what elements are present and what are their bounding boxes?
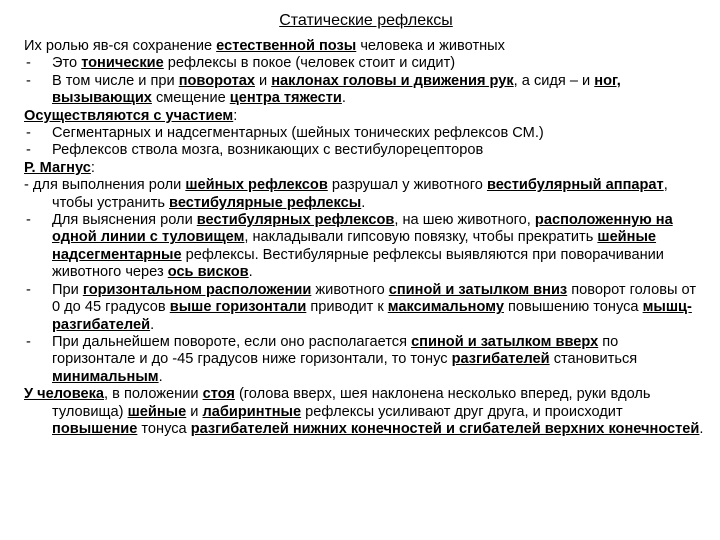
- text: тонуса: [137, 420, 191, 437]
- text: (голова вверх, шея наклонена несколько вперед, руки вдоль туловища): [52, 386, 651, 420]
- text: , чтобы устранить: [52, 177, 668, 211]
- text: , накладывали гипсовую повязку, чтобы прекратить: [244, 229, 598, 246]
- text-emphasis: У человека: [24, 386, 105, 403]
- text-emphasis: вестибулярных рефлексов: [196, 212, 395, 229]
- text: Для выяснения роли: [52, 212, 197, 229]
- text-emphasis: разгибателей нижних конечностей и сгибателей верхних конечностей: [190, 420, 700, 437]
- text: .: [248, 264, 253, 281]
- paragraph-neck-reflexes: [24, 177, 704, 212]
- list-item-brainstem: [24, 142, 704, 159]
- text: становиться: [549, 351, 638, 368]
- text-emphasis: спиной и затылком вверх: [411, 333, 599, 350]
- text: разрушал у животного: [327, 177, 487, 194]
- text-emphasis: естественной позы: [216, 38, 357, 54]
- bullet-dash: -: [26, 55, 31, 72]
- text-emphasis: выше горизонтали: [169, 299, 307, 316]
- text-emphasis: наклонах головы и движения рук: [271, 72, 514, 89]
- text-emphasis: Р. Магнус: [24, 159, 91, 176]
- text: рефлексы в покое (человек стоит и сидит): [163, 55, 456, 72]
- text: поворот головы от 0 до 45 градусов: [52, 281, 697, 316]
- bullet-dash: -: [26, 281, 31, 298]
- text: смещение: [151, 90, 230, 107]
- slide-body: [24, 38, 704, 438]
- text: :: [90, 159, 95, 176]
- text: и: [254, 72, 272, 89]
- text: .: [341, 90, 346, 107]
- text: Их ролью яв-ся сохранение: [24, 38, 217, 54]
- text: При дальнейшем повороте, если оно располагается: [52, 333, 412, 350]
- text: по горизонтале и до -45 градусов ниже горизонтали, то тонус: [52, 333, 619, 368]
- bullet-dash: -: [26, 72, 31, 89]
- text-emphasis: максимальному: [387, 299, 504, 316]
- list-item-turns: [24, 73, 704, 108]
- text-emphasis: поворотах: [178, 72, 255, 89]
- text: - для выполнения роли: [24, 177, 186, 194]
- text: Это: [52, 55, 82, 72]
- text-emphasis: стоя: [202, 386, 235, 403]
- text-emphasis: минимальным: [52, 368, 159, 385]
- paragraph-participation: [24, 108, 704, 125]
- text-emphasis: горизонтальном расположении: [82, 281, 312, 298]
- bullet-dash: -: [26, 212, 31, 229]
- text: При: [52, 281, 83, 298]
- text-emphasis: ось висков: [167, 264, 249, 281]
- text: Сегментарных и надсегментарных (шейных тонических рефлексов СМ.): [52, 125, 544, 142]
- text: рефлексы. Вестибулярные рефлексы выявляются при поворачивании животного через: [52, 246, 664, 281]
- list-item-segmental: [24, 125, 704, 142]
- text: В том числе и при: [52, 72, 179, 89]
- text-emphasis: шейные надсегментарные: [52, 229, 657, 263]
- text-emphasis: центра тяжести: [229, 90, 342, 107]
- text-emphasis: ног, вызывающих: [52, 72, 621, 107]
- list-item-further-turn: [24, 334, 704, 386]
- text: :: [233, 107, 238, 124]
- text-emphasis: лабиринтные: [202, 403, 302, 420]
- text-emphasis: шейные: [127, 403, 187, 420]
- text-emphasis: повышение: [52, 420, 138, 437]
- text: .: [158, 368, 163, 385]
- text: животного: [311, 281, 389, 298]
- paragraph-human: [24, 386, 704, 438]
- text-emphasis: мышц-разгибателей: [52, 299, 692, 333]
- text-emphasis: вестибулярные рефлексы: [169, 194, 362, 211]
- text: , а сидя – и: [513, 72, 595, 89]
- bullet-dash: -: [26, 333, 31, 350]
- paragraph-magnus: [24, 160, 704, 177]
- slide-title: Статические рефлексы: [279, 12, 453, 29]
- list-item-horizontal: [24, 282, 704, 334]
- text: приводит к: [306, 299, 388, 316]
- text: и: [186, 403, 203, 420]
- paragraph-role: [24, 38, 704, 55]
- text-emphasis: шейных рефлексов: [185, 177, 328, 194]
- list-item-vestibular: [24, 212, 704, 282]
- text-emphasis: расположенную на одной линии с туловищем: [52, 212, 673, 246]
- text-emphasis: тонические: [81, 55, 164, 72]
- text: человека и животных: [356, 38, 505, 54]
- text: рефлексы усиливают друг друга, и происходит: [301, 403, 623, 420]
- text: повышению тонуса: [503, 299, 643, 316]
- text: .: [699, 420, 704, 437]
- text-emphasis: спиной и затылком вниз: [388, 281, 568, 298]
- bullet-dash: -: [26, 125, 31, 142]
- text-emphasis: Осуществляются с участием: [24, 107, 234, 124]
- text: Рефлексов ствола мозга, возникающих с вестибулорецепторов: [52, 142, 484, 159]
- bullet-dash: -: [26, 142, 31, 159]
- text: .: [361, 194, 366, 211]
- text: .: [150, 316, 155, 333]
- text-emphasis: вестибулярный аппарат: [486, 177, 664, 194]
- list-item-tonic: [24, 55, 704, 72]
- text: , в положении: [104, 386, 203, 403]
- text-emphasis: разгибателей: [451, 351, 550, 368]
- text: , на шею животного,: [394, 212, 535, 229]
